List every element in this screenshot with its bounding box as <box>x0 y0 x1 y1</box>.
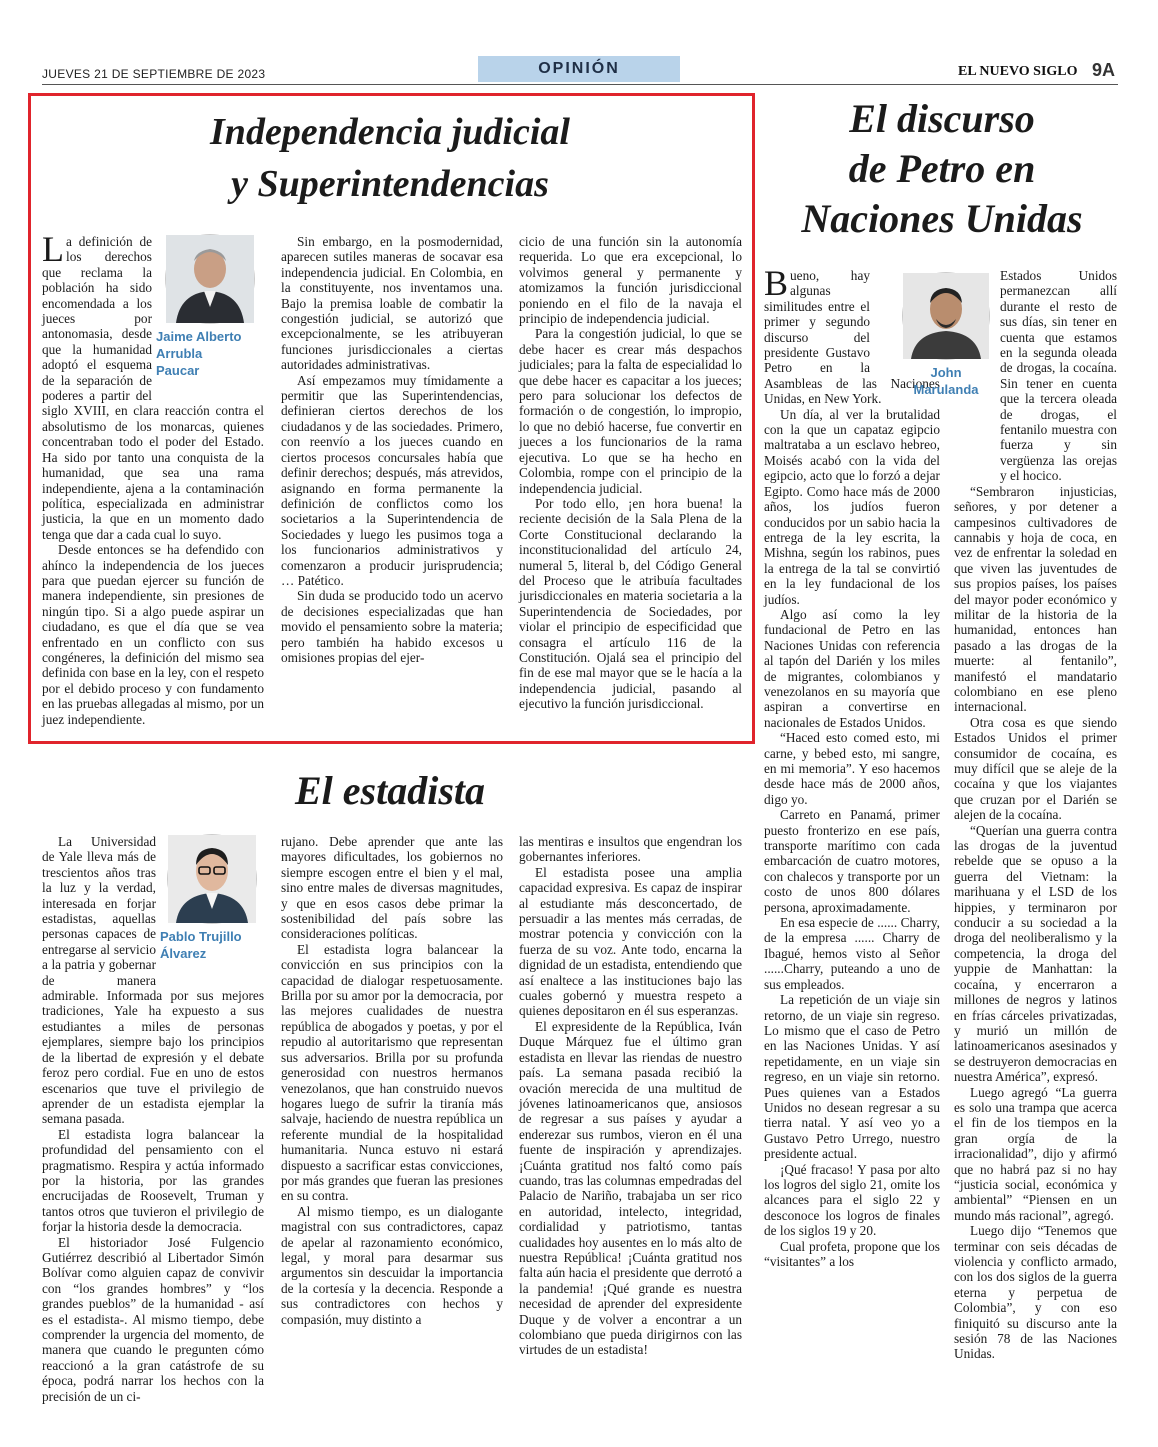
article2-title-line1: El discurso <box>849 96 1035 141</box>
paragraph: Para la congestión judicial, lo que se debe hacer es crear más despachos judiciales; para la falta de especialidad lo que debe hacer es capacitar a los jueces; pero para solucionar los defectos de formación o de congestión, lo impropio, lo que no debió hacerse, fue convertir en jueces a los funcionarios de la rama ejecutiva. Lo que se ha hecho en Colombia, rompe con el principio de la independencia judicial. <box>519 326 742 496</box>
paragraph: Algo así como la ley fundacional de Petro en las Naciones Unidas con referencia al tapón del Darién y los miles de migrantes, colombianos y venezolanos en su mayoría que aspiran a convertirse en nacionales de Estados Unidos. <box>764 606 940 730</box>
article2-column-2 <box>954 268 1117 1388</box>
paragraph: El estadista logra balancear la profundidad del pensamiento con el pragmatismo. Respira y actúa informado por la historia, por las grandes encrucijadas de Roosevelt, Truman y tantos otros que tuvieron el privilegio de forjar la historia desde la democracia. <box>42 1126 264 1235</box>
paragraph: El historiador José Fulgencio Gutiérrez describió al Libertador Simón Bolívar como alguien capaz de convivir con “los grandes hombres” y “los grandes pueblos” de la humanidad - así es el estadista-. Al mismo tiempo, debe comprender la urgencia del momento, de manera que cuando le pregunten cómo reaccionó a la gran catástrofe de su época, podrá narrar los hechos con la precisión de un ci- <box>42 1234 264 1404</box>
paragraph: El estadista logra balancear la convicción en sus principios con la capacidad de dialogar respetuosamente. Brilla por su amor por la democracia, por las mejores cualidades de nuestra república de abogados y poetas, y por el repudio al autoritarismo que representan sus adversarios. Brilla por su profunda generosidad con nuestros hermanos venezolanos, que han construido nuevos hogares luego de sufrir la tiranía más salvaje, haciendo de nuestra república un referente mundial de la hospitalidad humanitaria. Nunca estuvo ni estará dispuesto a sacrificar estas convicciones, por más grandes que fueran las presiones en su contra. <box>281 941 503 1204</box>
article2-author-line1: John <box>930 365 962 380</box>
article1-title-line1: Independencia judicial <box>210 111 570 153</box>
dropcap: B <box>764 263 789 303</box>
section-label: OPINIÓN <box>478 56 680 82</box>
paragraph: “Haced esto comed esto, mi carne, y bebed esto, mi sangre, en mi memoria”. Y eso hacemos desde hace más de 2000 años, digo yo. <box>764 730 940 807</box>
article1-title <box>120 106 660 210</box>
paragraph: las mentiras e insultos que engendran los gobernantes inferiores. <box>519 834 742 865</box>
paragraph: Sin embargo, en la posmodernidad, aparecen sutiles maneras de socavar esa independencia judicial. En Colombia, en la constituyente, nos inventamos una. Bajo la premisa loable de combatir la congestión judicial, se autorizó que excepcionalmente, se les atribuyeran funciones jurisdiccionales a ciertas autoridades administrativas. <box>281 234 503 373</box>
article1-column-3 <box>519 234 742 714</box>
article3-author-line2: Álvarez <box>160 946 207 961</box>
article1-author-line2: Arrubla <box>156 346 203 361</box>
paragraph: Así empezamos muy tímidamente a permitir que las Superintendencias, definieran ciertos derechos de los ciudadanos y de las sociedades. Primero, con reenvío a los jueces cuando en ciertos procesos concursales había que definir derechos; después, más atrevidos, asignando en forma permanente la definición de conflictos como los societarios a la Superintendencia de Sociedades y luego les pusimos toga a los funcionarios administrativos y comenzaron a producir jurisprudencia; … Patético. <box>281 372 503 588</box>
article3-column-3 <box>519 834 742 1394</box>
author-portrait-icon <box>165 234 255 324</box>
paragraph: La Universidad de Yale lleva más de trescientos años tras la luz y la verdad, interesada en forjar estadistas, aquellas personas capaces de entregarse al servicio a la patria y gobernar de manera admirable. Informada por sus mejores tradiciones, Yale ha expuesto a sus estudiantes a miles de personas ejemplares, siempre bajo los principios de la libertad de expresión y el debate feroz pero cordial. Fue en uno de estos escenarios que tuve el privilegio de aprender de un estadista ejemplar la semana pasada. <box>42 834 264 1127</box>
paragraph: cicio de una función sin la autonomía requerida. Lo que era excepcional, lo volvimos general y permanente y atomizamos la función jurisdiccional poniendo en el filo de la navaja el principio de independencia judicial. <box>519 234 742 327</box>
article1-column-1 <box>42 229 264 727</box>
paragraph: Luego dijo “Tenemos que terminar con seis décadas de violencia y conflicto armado, con los dos siglos de la guerra eterna y perpetua de Colombia”, y con eso finiquitó su discurso ante la sesión 78 de las Naciones Unidas. <box>954 1223 1117 1362</box>
paragraph: Luego agregó “La guerra es solo una trampa que acerca el fin de los tiempos en la gran orgía de la irracionalidad”, dijo y afirmó que no habrá paz si no hay “justicia social, económica y ambiental” “Piensen en un mundo más racional”, agregó. <box>954 1084 1117 1223</box>
header-divider <box>42 84 1118 85</box>
page-date: JUEVES 21 DE SEPTIEMBRE DE 2023 <box>42 67 266 81</box>
article1-column-2 <box>281 234 503 714</box>
article1-author <box>156 328 264 379</box>
article1-author-box <box>156 234 264 394</box>
article2-title-line3: Naciones Unidas <box>801 196 1083 241</box>
paragraph: Sin duda se producido todo un acervo de decisiones especializadas que han movido el pensamiento sobre la materia; pero también ha habido excesos u omisiones propias del ejer- <box>281 588 503 665</box>
article2-title <box>762 94 1122 244</box>
paragraph: ueno, hay algunas similitudes entre el primer y segundo discurso del presidente Gustavo Petro en la Asambleas de las Naciones Unidas, en New York. <box>764 268 940 407</box>
article3-author-box <box>160 834 264 982</box>
article3-author <box>160 928 264 962</box>
article1-author-line3: Paucar <box>156 363 200 378</box>
article2-column-1 <box>764 263 940 1388</box>
paragraph: Al mismo tiempo, es un dialogante magistral con sus contradictores, capaz de apelar al razonamiento económico, legal, y moral para desarmar sus argumentos sin descuidar la importancia de la cortesía y la decencia. Responde a sus contradictores con hechos y compasión, muy distinto a <box>281 1203 503 1327</box>
paragraph: Carreto en Panamá, primer puesto fronterizo en ese país, transporte marítimo con cada embarcación de cuatro motores, con chalecos y transporte por un costo de unos 800 dólares persona, aproximadamente. <box>764 807 940 915</box>
paragraph: “Querían una guerra contra las drogas de la juventud rebelde que se opuso a la guerra del Vietnam: la marihuana y el LSD de los hippies, y terminaron por conducir a su sociedad a la droga del neoliberalismo y la competencia, la droga del yuppie de Manhattan: la cocaína, y encerraron a millones de negros y latinos en frías cárceles privatizadas, y murió un millón de latinoamericanos asesinados y se destruyeron democracias en nuestra América”, expresó. <box>954 822 1117 1085</box>
paragraph: Estados Unidos permanezcan allí durante el resto de sus días, sin tener en cuenta que estamos en la segunda oleada de drogas, la cocaína. Sin tener en cuenta que la tercera oleada de drogas, el fentanilo muestra con fuerza y sin vergüenza las orejas y el hocico. <box>1000 268 1117 484</box>
paragraph: Un día, al ver la brutalidad con la que un capataz egipcio maltrataba a un esclavo hebreo, Moisés acabó con la vida del egipcio, acto que lo forzó a dejar Egipto. Como hace más de 2000 años, los judíos fueron conducidos por un sabio hacia la entrega de la ley escrita, la Mishna, según los rabinos, pues la entrega de la tal se convirtió en la ley fundacional de los judíos. <box>764 406 940 607</box>
paragraph: rujano. Debe aprender que ante las mayores dificultades, los gobiernos no siempre escogen entre el bien y el mal, sino entre males de diversas magnitudes, y que en esos casos debe primar la sostenibilidad del país sobre las consideraciones políticas. <box>281 834 503 942</box>
paragraph: Por todo ello, ¡en hora buena! la reciente decisión de la Sala Plena de la Corte Constitucional declarando la inconstitucionalidad del artículo 24, numeral 5, literal b, del Código General del Proceso que le atribuía facultades jurisdiccionales en materia societaria a la Superintendencia de Sociedades, por violar el principio de especificidad que consagra el artículo 116 de la Constitución. Ojalá sea el principio del fin de ese mal mayor que se le hacía a la independencia judicial, pasando al ejecutivo la función jurisdiccional. <box>519 495 742 712</box>
dropcap: L <box>42 229 64 269</box>
newspaper-name: EL NUEVO SIGLO <box>958 64 1078 79</box>
paragraph: Desde entonces se ha defendido con ahínco la independencia de los jueces para que puedan ejercer su función de manera independiente, sin presiones de ningún tipo. Si a algo puede aspirar un ciudadano, es que el día que se vea enfrentado en un conflicto con sus congéneres, la definición del mismo sea definida con base en la ley, con el respeto por el debido proceso y con fundamento en las pruebas allegadas al mismo, por un juez independiente. <box>42 542 264 727</box>
page-number: 9A <box>1092 60 1116 80</box>
paragraph: La repetición de un viaje sin retorno, de un viaje sin regreso. Lo mismo que el caso de Petro en las Naciones Unidas. Y así repetidamente, en un viaje sin regreso, en un viaje sin retorno. Pues quienes van a Estados Unidos no desean regresar a su tierra natal. Y así veo yo a Gustavo Petro Urrego, nuestro presidente actual. <box>764 992 940 1162</box>
article2-author-line2: Marulanda <box>913 382 979 397</box>
article3-column-2 <box>281 834 503 1394</box>
paragraph: ¡Qué fracaso! Y pasa por alto los logros del siglo 21, omite los alcances para el siglo 22 y desconoce los logros de finales de los siglos 19 y 20. <box>764 1161 940 1239</box>
article3-title: El estadista <box>294 768 486 813</box>
article1-author-line1: Jaime Alberto <box>156 329 242 344</box>
author-portrait-icon <box>167 834 257 924</box>
paragraph: En esa especie de ...... Charry, de la empresa ...... Charry de Ibagué, hemos visto al Señor ......Charry, puteando a uno de sus empleados. <box>764 915 940 992</box>
paragraph: Otra cosa es que siendo Estados Unidos el primer consumidor de cocaína, es muy difícil que se aleje de la cocaína y que los viajantes que cruzan por el Darién se alejen de la cocaína. <box>954 714 1117 823</box>
article2-title-line2: de Petro en <box>848 146 1036 191</box>
paragraph: “Sembraron injusticias, señores, y por detener a campesinos cultivadores de cannabis y hoja de coca, en vez de enfrentar la soledad en que viven las juventudes de sus propios países, los países del mayor poder económico y militar de la historia de la humanidad, entonces han pasado a las drogas de la muerte: al fentanilo”, manifestó el mandatario colombiano en ese pleno internacional. <box>954 483 1117 715</box>
article3-column-1 <box>42 834 264 1404</box>
article1-title-line2: y Superintendencias <box>231 163 549 205</box>
paragraph: a definición de los derechos que reclama la población ha sido encomendada a los jueces por antonomasia, desde que la humanidad adoptó el esquema de la separación de poderes a partir del siglo XVIII, en clara reacción contra el absolutismo de los monarcas, quienes concentraban todo el poder del Estado. Ha sido por tanto una conquista de la humanidad, que sea una rama independiente, ajena a la contaminación política, especializada en administrar justicia, la que en un momento dado tenga que dar a cada cual lo suyo. <box>42 234 264 542</box>
article3-author-line1: Pablo Trujillo <box>160 929 242 944</box>
paragraph: El expresidente de la República, Iván Duque Márquez fue el último gran estadista en llevar las riendas de nuestro país. La semana pasada recibió la ovación merecida de una multitud de jóvenes latinoamericanos que, ansiosos de regresar a sus países y ayudar a enderezar sus rumbos, vieron en él una fuente de inspiración y aprendizajes. ¡Cuánta gratitud nos faltó como país cuando, tras las columnas empedradas del Palacio de Nariño, trabajaba un ser rico en autoridad, intelecto, integridad, cordialidad y patriotismo, tantas cualidades hoy ausentes en lo más alto de nuestra República! ¡Cuánta gratitud nos falta aún hacia el presidente que derrotó a la pandemia! ¡Qué grande es nuestra necesidad de aprender del expresidente Duque y de volver a encontrar a un colombiano que pueda dirigirnos con las virtudes de un estadista! <box>519 1018 743 1358</box>
paragraph: Cual profeta, propone que los “visitantes” a los <box>764 1238 940 1269</box>
paragraph: El estadista posee una amplia capacidad expresiva. Es capaz de inspirar al estudiante más desconcertado, de persuadir a las mentes más cerradas, de mostrar potencia y convicción con la fuerza de su voz. Ante todo, encarna la dignidad de un estadista, entendiendo que así enaltece a las instituciones bajo las cuales gobernó y muestra respeto a quienes depositaron en él sus esperanzas. <box>519 864 742 1019</box>
